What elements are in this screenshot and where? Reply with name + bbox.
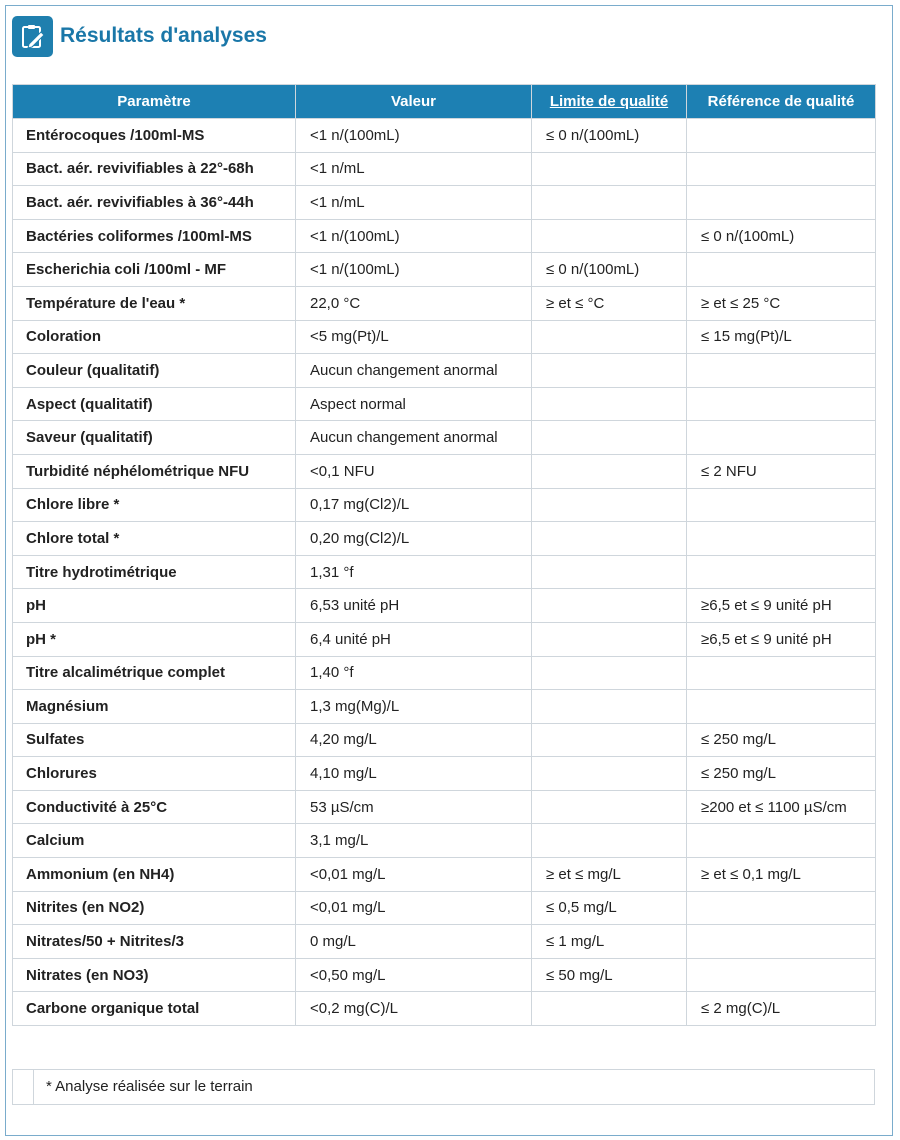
table-row [13, 925, 876, 959]
value-cell: <0,50 mg/L [296, 958, 532, 992]
limit-cell: ≥ et ≤ mg/L [532, 858, 687, 892]
reference-cell [687, 958, 876, 992]
param-cell: pH [13, 589, 296, 623]
limit-cell [532, 522, 687, 556]
footnote-box [12, 1069, 875, 1105]
reference-cell: ≥ et ≤ 0,1 mg/L [687, 858, 876, 892]
reference-cell: ≤ 250 mg/L [687, 723, 876, 757]
param-cell: Turbidité néphélométrique NFU [13, 454, 296, 488]
table-row [13, 186, 876, 220]
table-row [13, 891, 876, 925]
limit-cell: ≤ 0 n/(100mL) [532, 119, 687, 153]
reference-cell: ≥ et ≤ 25 °C [687, 286, 876, 320]
value-cell: 3,1 mg/L [296, 824, 532, 858]
limit-cell [532, 219, 687, 253]
value-cell: 0,20 mg(Cl2)/L [296, 522, 532, 556]
param-cell: Calcium [13, 824, 296, 858]
table-row [13, 690, 876, 724]
value-cell: 0 mg/L [296, 925, 532, 959]
limit-cell [532, 320, 687, 354]
param-cell: Ammonium (en NH4) [13, 858, 296, 892]
value-cell: 53 µS/cm [296, 790, 532, 824]
value-cell: <1 n/mL [296, 186, 532, 220]
reference-cell [687, 186, 876, 220]
value-cell: 0,17 mg(Cl2)/L [296, 488, 532, 522]
footnote-spacer [13, 1070, 34, 1104]
param-cell: Coloration [13, 320, 296, 354]
table-row [13, 555, 876, 589]
param-cell: Titre hydrotimétrique [13, 555, 296, 589]
param-cell: Couleur (qualitatif) [13, 354, 296, 388]
param-cell: Aspect (qualitatif) [13, 387, 296, 421]
limit-cell [532, 454, 687, 488]
limit-cell [532, 622, 687, 656]
reference-cell [687, 522, 876, 556]
param-cell: Sulfates [13, 723, 296, 757]
param-cell: Nitrites (en NO2) [13, 891, 296, 925]
param-cell: Bactéries coliformes /100ml-MS [13, 219, 296, 253]
param-cell: pH * [13, 622, 296, 656]
value-cell: 6,53 unité pH [296, 589, 532, 623]
reference-cell: ≥200 et ≤ 1100 µS/cm [687, 790, 876, 824]
reference-cell [687, 119, 876, 153]
table-row [13, 723, 876, 757]
limite-de-qualite-link[interactable]: Limite de qualité [549, 93, 669, 110]
param-cell: Bact. aér. revivifiables à 36°-44h [13, 186, 296, 220]
clipboard-pencil-icon [12, 16, 53, 57]
reference-cell [687, 387, 876, 421]
value-cell: Aspect normal [296, 387, 532, 421]
limit-cell [532, 555, 687, 589]
table-row [13, 958, 876, 992]
table-row [13, 757, 876, 791]
table-row [13, 387, 876, 421]
param-cell: Nitrates/50 + Nitrites/3 [13, 925, 296, 959]
limit-cell [532, 723, 687, 757]
param-cell: Température de l'eau * [13, 286, 296, 320]
param-cell: Chlore total * [13, 522, 296, 556]
value-cell: <5 mg(Pt)/L [296, 320, 532, 354]
reference-cell: ≤ 2 mg(C)/L [687, 992, 876, 1026]
reference-cell: ≤ 15 mg(Pt)/L [687, 320, 876, 354]
value-cell: <0,01 mg/L [296, 858, 532, 892]
table-row [13, 589, 876, 623]
table-row [13, 253, 876, 287]
reference-cell: ≤ 250 mg/L [687, 757, 876, 791]
limit-cell [532, 387, 687, 421]
limit-cell: ≥ et ≤ °C [532, 286, 687, 320]
column-header-limite-de-qualite[interactable] [532, 85, 687, 119]
limit-cell [532, 421, 687, 455]
page-title: Résultats d'analyses [60, 24, 267, 47]
param-cell: Magnésium [13, 690, 296, 724]
table-row [13, 119, 876, 153]
limit-cell [532, 152, 687, 186]
limit-cell [532, 656, 687, 690]
footnote-text: * Analyse réalisée sur le terrain [46, 1078, 253, 1095]
param-cell: Bact. aér. revivifiables à 22°-68h [13, 152, 296, 186]
table-row [13, 622, 876, 656]
reference-cell [687, 824, 876, 858]
table-row [13, 488, 876, 522]
reference-cell [687, 555, 876, 589]
column-header-parametre: Paramètre [13, 85, 296, 119]
table-row [13, 320, 876, 354]
table-row [13, 354, 876, 388]
reference-cell [687, 152, 876, 186]
reference-cell: ≤ 0 n/(100mL) [687, 219, 876, 253]
value-cell: <0,1 NFU [296, 454, 532, 488]
reference-cell [687, 421, 876, 455]
param-cell: Escherichia coli /100ml - MF [13, 253, 296, 287]
table-body [13, 119, 876, 1026]
value-cell: 1,3 mg(Mg)/L [296, 690, 532, 724]
table-row [13, 858, 876, 892]
limit-cell: ≤ 1 mg/L [532, 925, 687, 959]
param-cell: Titre alcalimétrique complet [13, 656, 296, 690]
limit-cell [532, 589, 687, 623]
table-row [13, 152, 876, 186]
table-row [13, 286, 876, 320]
table-header-row [13, 85, 876, 119]
limit-cell [532, 992, 687, 1026]
value-cell: <0,01 mg/L [296, 891, 532, 925]
table-row [13, 421, 876, 455]
limit-cell [532, 354, 687, 388]
limit-cell [532, 824, 687, 858]
value-cell: <1 n/mL [296, 152, 532, 186]
param-cell: Carbone organique total [13, 992, 296, 1026]
reference-cell [687, 253, 876, 287]
reference-cell [687, 690, 876, 724]
reference-cell: ≥6,5 et ≤ 9 unité pH [687, 589, 876, 623]
table-row [13, 790, 876, 824]
table-row [13, 522, 876, 556]
param-cell: Chlorures [13, 757, 296, 791]
value-cell: <1 n/(100mL) [296, 219, 532, 253]
limit-cell: ≤ 0 n/(100mL) [532, 253, 687, 287]
param-cell: Saveur (qualitatif) [13, 421, 296, 455]
value-cell: <1 n/(100mL) [296, 253, 532, 287]
reference-cell: ≤ 2 NFU [687, 454, 876, 488]
limit-cell [532, 690, 687, 724]
value-cell: <1 n/(100mL) [296, 119, 532, 153]
limit-cell [532, 488, 687, 522]
column-header-valeur: Valeur [296, 85, 532, 119]
value-cell: 1,31 °f [296, 555, 532, 589]
value-cell: Aucun changement anormal [296, 421, 532, 455]
value-cell: <0,2 mg(C)/L [296, 992, 532, 1026]
reference-cell [687, 891, 876, 925]
table-row [13, 992, 876, 1026]
param-cell: Entérocoques /100ml-MS [13, 119, 296, 153]
table-row [13, 454, 876, 488]
limit-cell: ≤ 0,5 mg/L [532, 891, 687, 925]
param-cell: Nitrates (en NO3) [13, 958, 296, 992]
value-cell: 22,0 °C [296, 286, 532, 320]
table-row [13, 219, 876, 253]
value-cell: Aucun changement anormal [296, 354, 532, 388]
limit-cell [532, 757, 687, 791]
reference-cell [687, 488, 876, 522]
limit-cell: ≤ 50 mg/L [532, 958, 687, 992]
value-cell: 6,4 unité pH [296, 622, 532, 656]
reference-cell [687, 656, 876, 690]
value-cell: 4,20 mg/L [296, 723, 532, 757]
column-header-reference-de-qualite: Référence de qualité [687, 85, 876, 119]
panel-header [12, 15, 267, 57]
reference-cell [687, 354, 876, 388]
limit-cell [532, 790, 687, 824]
reference-cell: ≥6,5 et ≤ 9 unité pH [687, 622, 876, 656]
value-cell: 1,40 °f [296, 656, 532, 690]
reference-cell [687, 925, 876, 959]
table-row [13, 824, 876, 858]
param-cell: Chlore libre * [13, 488, 296, 522]
limit-cell [532, 186, 687, 220]
table-row [13, 656, 876, 690]
value-cell: 4,10 mg/L [296, 757, 532, 791]
results-table [12, 84, 876, 1026]
param-cell: Conductivité à 25°C [13, 790, 296, 824]
